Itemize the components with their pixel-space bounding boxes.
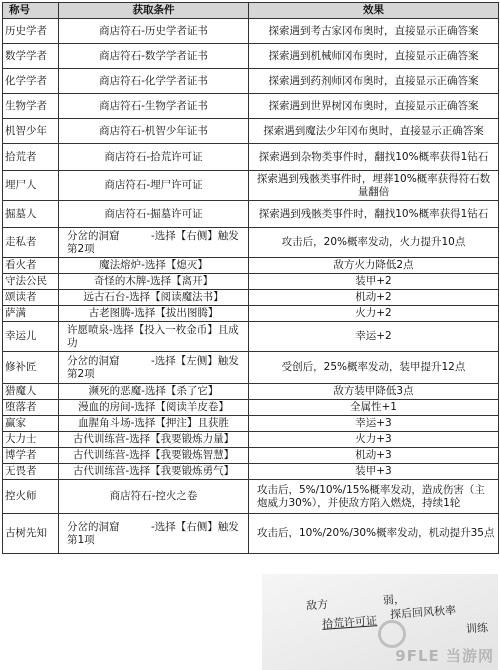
cell-name: 埋尸人 — [3, 171, 59, 201]
table-row — [3, 69, 499, 94]
cell-condition: 商店符石-掘墓许可证 — [59, 201, 249, 228]
cell-name: 修补匠 — [3, 352, 59, 384]
cell-condition: 商店符石-机智少年证书 — [59, 119, 249, 144]
watermark-text: 9FLE 当游网 — [395, 647, 494, 665]
cell-effect: 火力+2 — [249, 306, 499, 322]
header-name: 称号 — [3, 3, 59, 19]
table-row — [3, 290, 499, 306]
table-row — [3, 306, 499, 322]
cell-name: 幸运儿 — [3, 322, 59, 352]
cell-name: 赢家 — [3, 416, 59, 432]
overlay-paper-snippet — [262, 574, 498, 670]
cell-condition: 商店符石-生物学者证书 — [59, 94, 249, 119]
cell-effect: 攻击后，5%/10%/15%概率发动，造成伤害（主炮威力30%），并使敌方陷入燃烧，持续1轮 — [249, 480, 499, 514]
table-row — [3, 274, 499, 290]
cell-effect: 机动+3 — [249, 448, 499, 464]
cell-effect: 攻击后，10%/20%/30%概率发动，机动提升35点 — [249, 514, 499, 554]
table-row — [3, 144, 499, 171]
table-row — [3, 201, 499, 228]
cell-effect: 探索遇到世界树冈布奥时，直接显示正确答案 — [249, 94, 499, 119]
cell-name: 大力士 — [3, 432, 59, 448]
table-row — [3, 400, 499, 416]
cell-effect: 幸运+2 — [249, 322, 499, 352]
cell-condition: 商店符石-历史学者证书 — [59, 19, 249, 44]
cell-condition: 商店符石-数学学者证书 — [59, 44, 249, 69]
cell-condition: 远古石台-选择【阅读魔法书】 — [59, 290, 249, 306]
cell-name: 无畏者 — [3, 464, 59, 480]
table-row — [3, 44, 499, 69]
cell-condition: 分岔的洞窟 -选择【右侧】触发第2项 — [59, 228, 249, 258]
cell-effect: 探索遇到残骸类事件时，翻找10%概率获得1钻石 — [249, 201, 499, 228]
cell-name: 颂读者 — [3, 290, 59, 306]
header-condition: 获取条件 — [59, 3, 249, 19]
table-row — [3, 322, 499, 352]
cell-name: 控火师 — [3, 480, 59, 514]
cell-condition: 魔法熔炉-选择【熄灭】 — [59, 258, 249, 274]
cell-name: 守法公民 — [3, 274, 59, 290]
table-row — [3, 119, 499, 144]
table-row — [3, 480, 499, 514]
cell-name: 猎魔人 — [3, 384, 59, 400]
cell-effect: 探索遇到魔法少年冈布奥时，直接显示正确答案 — [249, 119, 499, 144]
table-row — [3, 464, 499, 480]
table-row — [3, 94, 499, 119]
cell-effect: 装甲+3 — [249, 464, 499, 480]
cell-condition: 古代训练营-选择【我要锻炼力量】 — [59, 432, 249, 448]
table-row — [3, 171, 499, 201]
table-row — [3, 432, 499, 448]
cell-condition: 许愿喷泉-选择【投入一枚金币】且成功 — [59, 322, 249, 352]
cell-condition: 商店符石-化学学者证书 — [59, 69, 249, 94]
table-row — [3, 352, 499, 384]
cell-name: 化学学者 — [3, 69, 59, 94]
watermark-logo-icon — [378, 620, 406, 648]
table-row — [3, 384, 499, 400]
cell-name: 堕落者 — [3, 400, 59, 416]
cell-effect: 受创后，25%概率发动，装甲提升12点 — [249, 352, 499, 384]
cell-effect: 机动+2 — [249, 290, 499, 306]
cell-effect: 装甲+2 — [249, 274, 499, 290]
overlay-line-3: 探后回风秋率 — [389, 603, 457, 622]
cell-condition: 商店符石-控火之卷 — [59, 480, 249, 514]
cell-condition: 血腥角斗场-选择【押注】且获胜 — [59, 416, 249, 432]
overlay-line-4: 训练 — [465, 621, 489, 636]
cell-effect: 全属性+1 — [249, 400, 499, 416]
cell-condition: 分岔的洞窟 -选择【右侧】触发第1项 — [59, 514, 249, 554]
cell-name: 古树先知 — [3, 514, 59, 554]
cell-condition: 漫血的房间-选择【阅读羊皮卷】 — [59, 400, 249, 416]
cell-name: 历史学者 — [3, 19, 59, 44]
cell-condition: 奇怪的木牌-选择【离开】 — [59, 274, 249, 290]
cell-name: 拾荒者 — [3, 144, 59, 171]
header-effect: 效果 — [249, 3, 499, 19]
title-table — [2, 2, 499, 554]
cell-effect: 探索遇到残骸类事件时，埋葬10%概率获得符石数量翻倍 — [249, 171, 499, 201]
cell-effect: 幸运+3 — [249, 416, 499, 432]
cell-name: 看火者 — [3, 258, 59, 274]
cell-condition: 古代训练营-选择【我要锻炼智慧】 — [59, 448, 249, 464]
cell-effect: 敌方火力降低2点 — [249, 258, 499, 274]
cell-condition: 分岔的洞窟 -选择【左侧】触发第2项 — [59, 352, 249, 384]
cell-name: 生物学者 — [3, 94, 59, 119]
table-row — [3, 416, 499, 432]
cell-name: 走私者 — [3, 228, 59, 258]
cell-effect: 探索遇到药剂师冈布奥时，直接显示正确答案 — [249, 69, 499, 94]
table-row — [3, 514, 499, 554]
cell-effect: 探索遇到杂物类事件时，翻找10%概率获得1钻石 — [249, 144, 499, 171]
cell-condition: 古老图腾-选择【拔出图腾】 — [59, 306, 249, 322]
overlay-line-2: 拾荒许可证 — [321, 614, 378, 631]
table-row — [3, 448, 499, 464]
cell-condition: 商店符石-拾荒许可证 — [59, 144, 249, 171]
cell-condition: 古代训练营-选择【我要锻炼勇气】 — [59, 464, 249, 480]
cell-effect: 探索遇到机械师冈布奥时，直接显示正确答案 — [249, 44, 499, 69]
cell-name: 机智少年 — [3, 119, 59, 144]
cell-effect: 火力+3 — [249, 432, 499, 448]
cell-effect: 攻击后，20%概率发动，火力提升10点 — [249, 228, 499, 258]
cell-effect: 探索遇到考古家冈布奥时，直接显示正确答案 — [249, 19, 499, 44]
cell-name: 数学学者 — [3, 44, 59, 69]
cell-effect: 敌方装甲降低3点 — [249, 384, 499, 400]
cell-name: 博学者 — [3, 448, 59, 464]
table-row — [3, 19, 499, 44]
cell-condition: 濒死的恶魔-选择【杀了它】 — [59, 384, 249, 400]
cell-condition: 商店符石-埋尸许可证 — [59, 171, 249, 201]
table-row — [3, 228, 499, 258]
cell-name: 萨满 — [3, 306, 59, 322]
cell-name: 掘墓人 — [3, 201, 59, 228]
overlay-line-1: 敌方 弱， — [305, 592, 406, 613]
header-row — [3, 3, 499, 19]
table-row — [3, 258, 499, 274]
